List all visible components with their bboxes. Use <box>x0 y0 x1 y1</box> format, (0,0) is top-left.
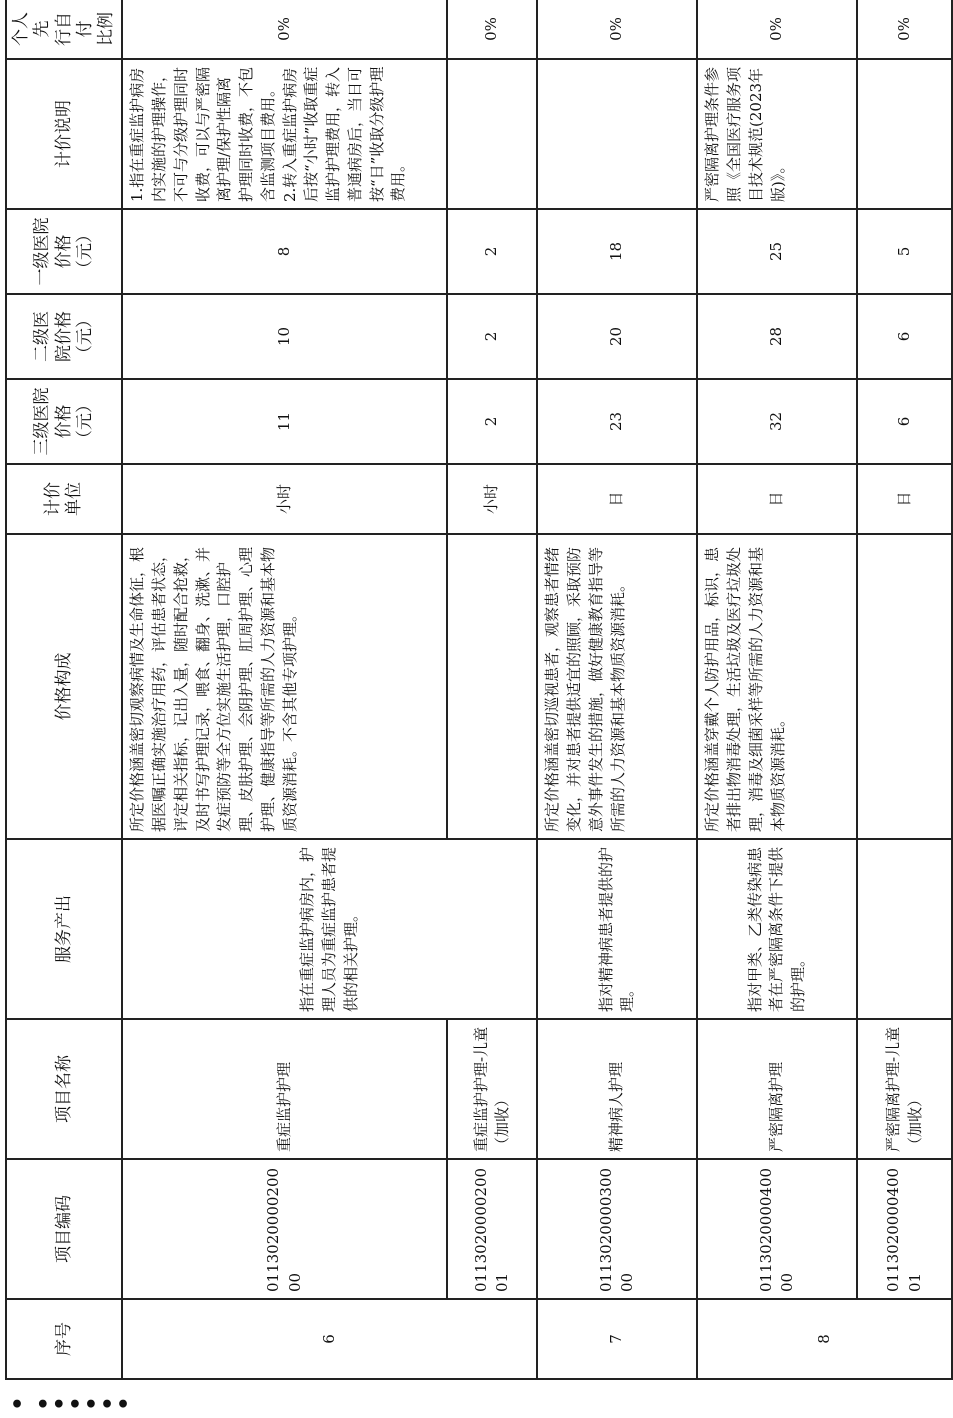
price-level1-cell: 2 <box>447 209 537 294</box>
header-row <box>6 0 122 1379</box>
code-cell: 011302000030000 <box>537 1159 697 1299</box>
note-cell <box>447 59 537 209</box>
table-row <box>537 0 697 1379</box>
price-level1-cell: 5 <box>857 209 952 294</box>
seq-cell: 8 <box>697 1299 952 1379</box>
ratio-cell: 0% <box>857 0 952 59</box>
ratio-cell: 0% <box>537 0 697 59</box>
price-level3-cell: 2 <box>447 379 537 464</box>
price-level1-cell: 18 <box>537 209 697 294</box>
output-cell <box>857 839 952 1019</box>
code-cell: 011302000040001 <box>857 1159 952 1299</box>
price-level2-cell: 6 <box>857 294 952 379</box>
table-row <box>447 0 537 1379</box>
composition-cell <box>857 534 952 839</box>
price-level3-cell: 32 <box>697 379 857 464</box>
price-level3-cell: 6 <box>857 379 952 464</box>
name-cell: 精神病人护理 <box>537 1019 697 1159</box>
ratio-cell: 0% <box>447 0 537 59</box>
price-level3-cell: 23 <box>537 379 697 464</box>
code-cell: 011302000040000 <box>697 1159 857 1299</box>
unit-cell: 日 <box>537 464 697 534</box>
header-note: 计价说明 <box>6 59 122 209</box>
header-price-level1: 一级医院 价格 （元） <box>6 209 122 294</box>
price-level2-cell: 10 <box>122 294 447 379</box>
pricing-table <box>5 0 953 1380</box>
price-level1-cell: 8 <box>122 209 447 294</box>
header-ratio: 个人先 行自付 比例 <box>6 0 122 59</box>
header-code: 项目编码 <box>6 1159 122 1299</box>
output-cell: 指在重症监护病房内，护理人员为重症监护患者提供的相关护理。 <box>122 839 537 1019</box>
table-row <box>697 0 857 1379</box>
unit-cell: 日 <box>857 464 952 534</box>
price-level2-cell: 28 <box>697 294 857 379</box>
unit-cell: 小时 <box>122 464 447 534</box>
code-cell: 011302000020000 <box>122 1159 447 1299</box>
composition-cell <box>447 534 537 839</box>
name-cell: 严密隔离护理-儿童（加收） <box>857 1019 952 1159</box>
name-cell: 重症监护护理 <box>122 1019 447 1159</box>
table-row <box>857 0 952 1379</box>
price-level2-cell: 2 <box>447 294 537 379</box>
unit-cell: 日 <box>697 464 857 534</box>
header-composition: 价格构成 <box>6 534 122 839</box>
header-seq: 序号 <box>6 1299 122 1379</box>
note-cell <box>857 59 952 209</box>
name-cell: 严密隔离护理 <box>697 1019 857 1159</box>
seq-cell: 7 <box>537 1299 697 1379</box>
price-level3-cell: 11 <box>122 379 447 464</box>
price-level2-cell: 20 <box>537 294 697 379</box>
code-cell: 011302000020001 <box>447 1159 537 1299</box>
composition-cell: 所定价格涵盖穿戴个人防护用品，标识，患者排出物消毒处理，生活垃圾及医疗垃圾处理，消毒及细菌采样等所需的人力资源和基本物质资源消耗。 <box>697 534 857 839</box>
table-row <box>122 0 447 1379</box>
output-cell: 指对精神病患者提供的护理。 <box>537 839 697 1019</box>
name-cell: 重症监护护理-儿童（加收） <box>447 1019 537 1159</box>
header-name: 项目名称 <box>6 1019 122 1159</box>
note-cell: 1.指在重症监护病房内实施的护理操作，不可与分级护理同时收费，可以与严密隔离护理/保护性隔离护理同时收费，不包含监测项目费用。 2.转入重症监护病房后按“小时”收取重症监护护理费用，转入普通病房后，当日可按“日”收取分级护理费用。 <box>122 59 447 209</box>
header-price-level2: 二级医 院价格 （元） <box>6 294 122 379</box>
note-cell <box>537 59 697 209</box>
note-cell: 严密隔离护理条件参照《全国医疗服务项目技术规范(2023年版)》。 <box>697 59 857 209</box>
ratio-cell: 0% <box>697 0 857 59</box>
composition-cell: 所定价格涵盖密切巡视患者，观察患者情绪变化，并对患者提供适宜的照顾，采取预防意外事件发生的措施，做好健康教育指导等所需的人力资源和基本物质资源消耗。 <box>537 534 697 839</box>
output-cell: 指对甲类、乙类传染病患者在严密隔离条件下提供的护理。 <box>697 839 857 1019</box>
header-output: 服务产出 <box>6 839 122 1019</box>
header-unit: 计价 单位 <box>6 464 122 534</box>
unit-cell: 小时 <box>447 464 537 534</box>
header-price-level3: 三级医院 价格 （元） <box>6 379 122 464</box>
rotated-page <box>5 0 924 1380</box>
continuation-dots: • •••••• <box>10 1392 133 1418</box>
composition-cell: 所定价格涵盖密切观察病情及生命体征，根据医嘱正确实施治疗用药，评估患者状态，评定相关指标，记出入量，随时配合抢救，及时书写护理记录，喂食、翻身、洗漱、并发症预防等全方位实施生活护理，口腔护理、皮肤护理、会阴护理、肛周护理、心理护理、健康指导等所需的人力资源和基本物质资源消耗。不含其他专项护理。 <box>122 534 447 839</box>
price-level1-cell: 25 <box>697 209 857 294</box>
seq-cell: 6 <box>122 1299 537 1379</box>
ratio-cell: 0% <box>122 0 447 59</box>
